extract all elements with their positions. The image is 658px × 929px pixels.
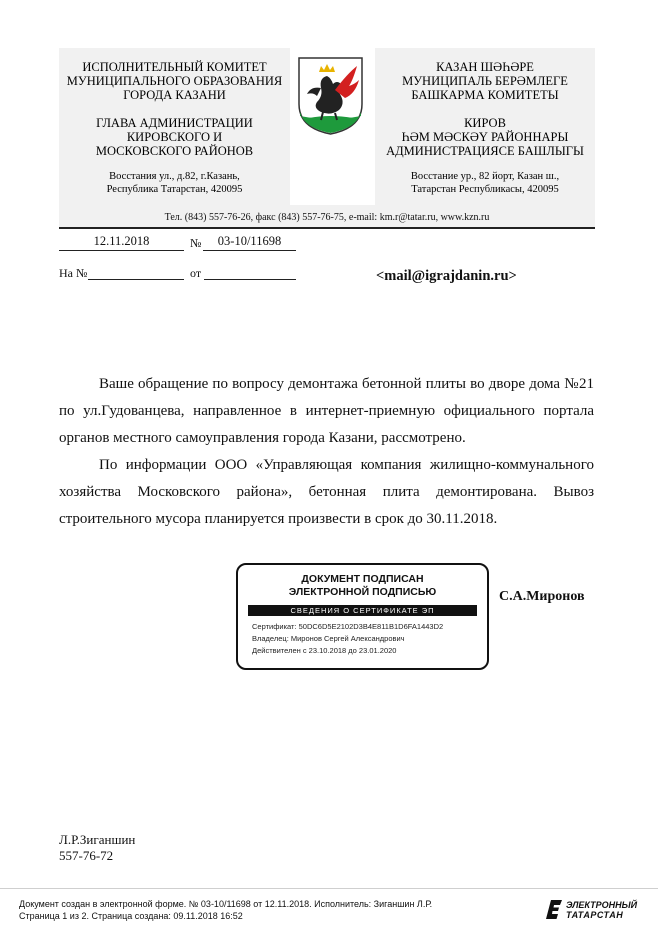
header-right-address: Восстание ур., 82 йорт, Казан ш., Татарстан Республикасы, 420095 — [410, 171, 560, 195]
electronic-tatarstan-logo-icon — [545, 899, 563, 921]
stamp-band: СВЕДЕНИЯ О СЕРТИФИКАТЕ ЭП — [248, 605, 477, 616]
header-left-org: ИСПОЛНИТЕЛЬНЫЙ КОМИТЕТ МУНИЦИПАЛЬНОГО ОБРАЗОВАНИЯ ГОРОДА КАЗАНИ — [66, 60, 283, 102]
header-left-head: ГЛАВА АДМИНИСТРАЦИИ КИРОВСКОГО И МОСКОВСКОГО РАЙОНОВ — [95, 116, 254, 158]
ref-number-blank — [88, 267, 184, 280]
stamp-validity: Действителен с 23.10.2018 до 23.01.2020 — [252, 646, 397, 655]
header-contacts: Тел. (843) 557-76-26, факс (843) 557-76-75, e-mail: km.r@tatar.ru, www.kzn.ru — [164, 212, 490, 223]
ref-label: На № — [59, 266, 88, 280]
kazan-coat-of-arms-icon — [297, 56, 364, 136]
reg-number-field — [203, 233, 296, 251]
header-left-address: Восстания ул., д.82, г.Казань, Республика Татарстан, 420095 — [106, 171, 243, 195]
letter-body — [59, 371, 594, 533]
footer-logo-text: ЭЛЕКТРОННЫЙ ТАТАРСТАН — [566, 900, 638, 920]
from-label: от — [190, 266, 202, 280]
body-paragraph: По информации ООО «Управляющая компания жилищно-коммунального хозяйства Московского района», бетонная плита демонтирована. Вывоз строительного мусора планируется произвести в срок до 30.11.2018. — [59, 457, 594, 527]
reg-number-sign: № — [190, 236, 202, 250]
footer-line-1: Документ создан в электронной форме. № 03-10/11698 от 12.11.2018. Исполнитель: Зиганшин Л.Р. — [19, 899, 433, 909]
stamp-title: ДОКУМЕНТ ПОДПИСАН ЭЛЕКТРОННОЙ ПОДПИСЬЮ — [288, 573, 437, 598]
executor-name: Л.Р.Зиганшин — [59, 832, 136, 847]
stamp-owner: Владелец: Миронов Сергей Александрович — [252, 634, 405, 643]
stamp-certificate: Сертификат: 50DC6D5E2102D3B4E811B1D6FA1443D2 — [252, 622, 444, 631]
footer-divider — [0, 888, 658, 889]
from-date-blank — [204, 267, 296, 280]
body-paragraph: Ваше обращение по вопросу демонтажа бетонной плиты во дворе дома №21 по ул.Гудованцева, направленное в интернет-приемную официального портала органов местного самоуправления города Казани, рассмотрено. — [59, 376, 594, 446]
header-divider — [59, 227, 595, 229]
footer-line-2: Страница 1 из 2. Страница создана: 09.11.2018 16:52 — [19, 911, 243, 921]
recipient-email: <mail@igrajdanin.ru> — [376, 268, 517, 284]
electronic-signature-stamp — [236, 563, 489, 670]
signer-name: С.А.Миронов — [499, 589, 585, 604]
reg-number: 03-10/11698 — [217, 234, 282, 248]
header-right-head: КИРОВ ҺӘМ МӘСКӘҮ РАЙОННАРЫ АДМИНИСТРАЦИЯСЕ БАШЛЫГЫ — [386, 116, 584, 158]
header-right-org: КАЗАН ШӘҺӘРЕ МУНИЦИПАЛЬ БЕРӘМЛЕГЕ БАШКАРМА КОМИТЕТЫ — [402, 60, 568, 102]
executor-phone: 557-76-72 — [59, 848, 114, 863]
reg-date: 12.11.2018 — [93, 234, 150, 248]
reg-date-field — [59, 233, 184, 251]
